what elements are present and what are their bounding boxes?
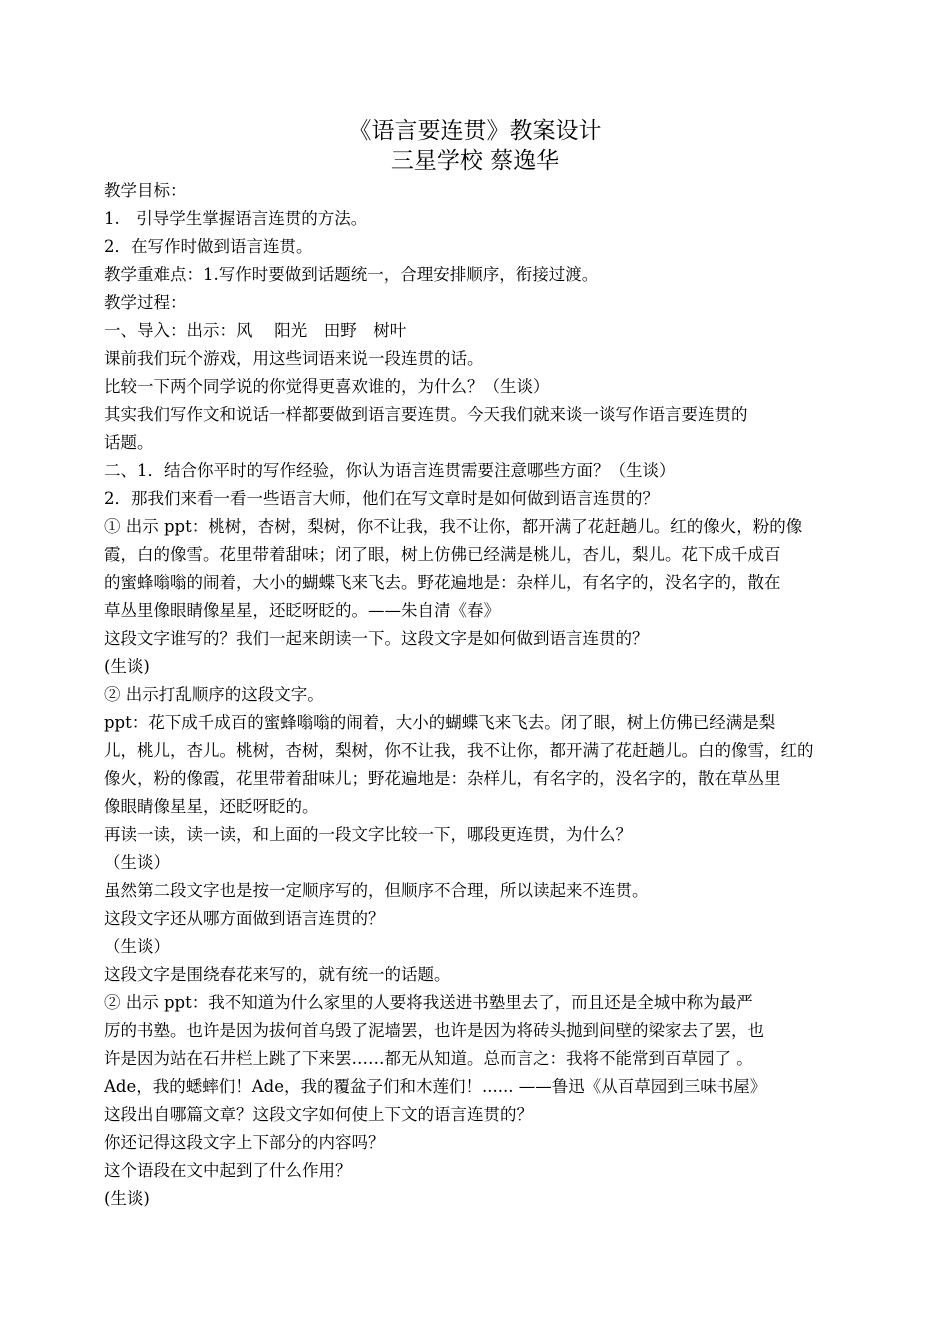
text-line: 再读一读，读一读，和上面的一段文字比较一下，哪段更连贯，为什么？ (104, 825, 632, 844)
author-line: 三星学校 蔡逸华 (390, 148, 560, 174)
text-line: 课前我们玩个游戏，用这些词语来说一段连贯的话。 (104, 349, 484, 368)
text-line: 厉的书塾。也许是因为拔何首乌毁了泥墙罢，也许是因为将砖头抛到间壁的梁家去了罢，也 (104, 1021, 764, 1040)
text-line: 这段文字是围绕春花来写的，就有统一的话题。 (104, 965, 451, 984)
text-line: 1. 引导学生掌握语言连贯的方法。 (104, 209, 368, 228)
text-line: 这个语段在文中起到了什么作用？ (104, 1161, 352, 1180)
text-line: 虽然第二段文字也是按一定顺序写的，但顺序不合理，所以读起来不连贯。 (104, 881, 649, 900)
text-line: 其实我们写作文和说话一样都要做到语言要连贯。今天我们就来谈一谈写作语言要连贯的 (104, 405, 748, 424)
text-line: 的蜜蜂嗡嗡的闹着，大小的蝴蝶飞来飞去。野花遍地是：杂样儿，有名字的，没名字的，散在 (104, 573, 781, 592)
text-line: 比较一下两个同学说的你觉得更喜欢谁的，为什么？（生谈） (104, 377, 550, 396)
document-body (104, 177, 854, 1213)
text-line: ② 出示 ppt：我不知道为什么家里的人要将我送进书塾里去了，而且还是全城中称为最严 (104, 993, 753, 1012)
text-line: 像火，粉的像霞，花里带着甜味儿；野花遍地是：杂样儿，有名字的，没名字的，散在草丛里 (104, 769, 781, 788)
text-line: (生谈) (104, 1189, 150, 1208)
text-line: ② 出示打乱顺序的这段文字。 (104, 685, 324, 704)
text-line: 像眼睛像星星，还眨呀眨的。 (104, 797, 319, 816)
section-heading: 教学目标： (104, 181, 187, 200)
text-line: 一、导入：出示：风 阳光 田野 树叶 (104, 321, 407, 340)
text-line: 这段文字谁写的？我们一起来朗读一下。这段文字是如何做到语言连贯的？ (104, 629, 649, 648)
text-line: 草丛里像眼睛像星星，还眨呀眨的。——朱自清《春》 (104, 601, 500, 620)
text-line: 教学重难点：1.写作时要做到话题统一，合理安排顺序，衔接过渡。 (104, 265, 599, 284)
text-line: （生谈） (104, 853, 170, 872)
text-line: （生谈） (104, 937, 170, 956)
text-line: 这段文字还从哪方面做到语言连贯的？ (104, 909, 385, 928)
text-line: 你还记得这段文字上下部分的内容吗？ (104, 1133, 385, 1152)
text-line: 二、1．结合你平时的写作经验，你认为语言连贯需要注意哪些方面？（生谈） (104, 461, 676, 480)
section-heading: 教学过程： (104, 293, 187, 312)
text-line: 霞，白的像雪。花里带着甜味；闭了眼，树上仿佛已经满是桃儿，杏儿，梨儿。花下成千成百 (104, 545, 781, 564)
text-line: Ade，我的蟋蟀们！Ade，我的覆盆子们和木莲们！...... ——鲁迅《从百草园到三味书屋》 (104, 1077, 767, 1096)
text-line: 话题。 (104, 433, 154, 452)
text-line: 2．那我们来看一看一些语言大师，他们在写文章时是如何做到语言连贯的？ (104, 489, 659, 508)
text-line: (生谈) (104, 657, 150, 676)
text-line: 许是因为站在石井栏上跳了下来罢……都无从知道。总而言之：我将不能常到百草园了 。 (104, 1049, 753, 1068)
text-line: ppt：花下成千成百的蜜蜂嗡嗡的闹着，大小的蝴蝶飞来飞去。闭了眼，树上仿佛已经满是梨 (104, 713, 776, 732)
text-line: 儿，桃儿，杏儿。桃树，杏树，梨树，你不让我，我不让你，都开满了花赶趟儿。白的像雪，红的 (104, 741, 814, 760)
document-title: 《语言要连贯》教案设计 (348, 118, 602, 144)
text-line: 2．在写作时做到语言连贯。 (104, 237, 313, 256)
text-line: ① 出示 ppt：桃树，杏树，梨树，你不让我，我不让你，都开满了花赶趟儿。红的像火，粉的像 (104, 517, 803, 536)
text-line: 这段出自哪篇文章？这段文字如何使上下文的语言连贯的？ (104, 1105, 533, 1124)
